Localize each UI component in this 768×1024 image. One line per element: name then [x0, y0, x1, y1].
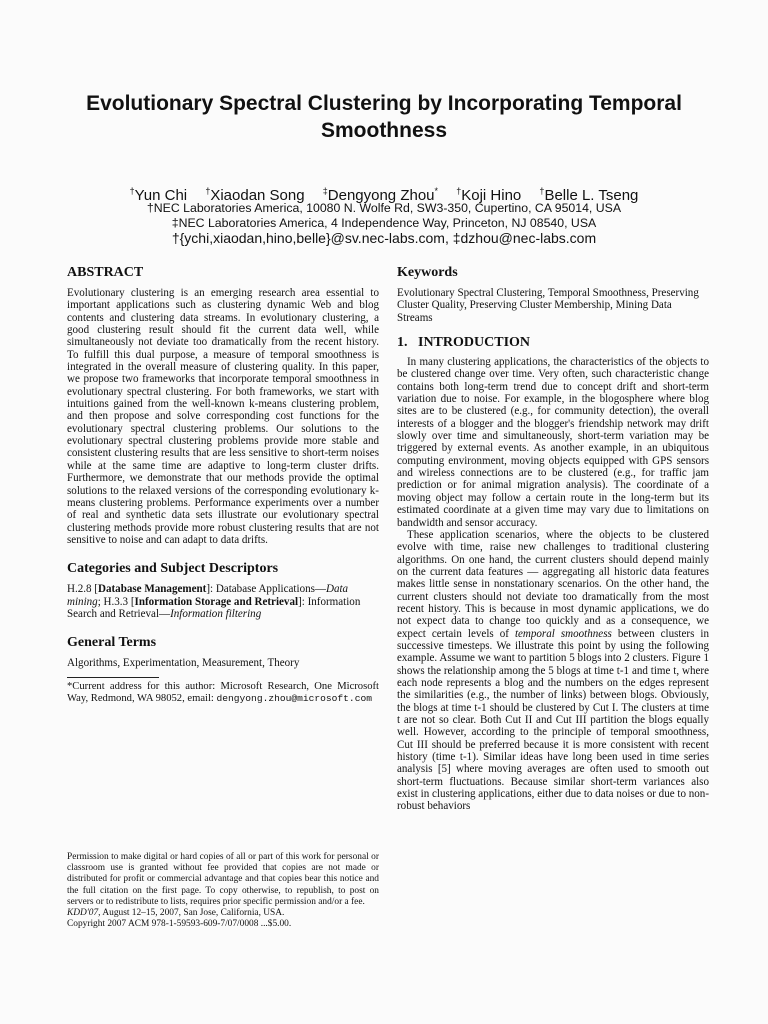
permission-notice	[67, 852, 379, 930]
keywords-heading: Keywords	[397, 265, 458, 280]
abstract-text: Evolutionary clustering is an emerging research area essential to important applications such as clustering dynamic Web and blog contents and clustering data streams. In evolutionary clustering, a good clustering result should fit the current data well, while simultaneously not deviate too dramatically from the recent history. To fulfill this dual purpose, a measure of temporal smoothness is integrated in the overall measure of clustering quality. In this paper, we propose two frameworks that incorporate temporal smoothness in evolutionary spectral clustering. For both frameworks, we start with intuitions gained from the well-known k-means clustering problem, and then propose and solve corresponding cost functions for the evolutionary spectral clustering problems. Our solutions to the evolutionary spectral clustering problems provide more stable and consistent clustering results that are less sensitive to short-term noises while at the same time are adaptive to long-term cluster drifts. Furthermore, we demonstrate that our methods provide the optimal solutions to the relaxed versions of the corresponding evolutionary k-means clustering problems. Performance experiments over a number of real and synthetic data sets illustrate our evolutionary spectral clustering methods provide more robust clustering results that are not sensitive to noise and can adapt to data drifts.	[67, 287, 379, 546]
keywords-text: Evolutionary Spectral Clustering, Temporal Smoothness, Preserving Cluster Quality, Preserving Cluster Membership, Mining Data Streams	[397, 287, 699, 324]
affiliation-line: ‡NEC Laboratories America, 4 Independence Way, Princeton, NJ 08540, USA	[171, 215, 597, 230]
author: †Koji Hino	[456, 186, 522, 204]
copyright-line: Copyright 2007 ACM 978-1-59593-609-7/07/0008 ...$5.00.	[67, 919, 292, 930]
footnote-rule	[67, 677, 159, 678]
author: †Yun Chi	[129, 186, 188, 204]
introduction-section	[397, 334, 709, 813]
abstract-heading: ABSTRACT	[67, 265, 144, 280]
author-footnote: *Current address for this author: Microsoft Research, One Microsoft Way, Redmond, WA 98052, email: dengyong.zhou@microsoft.com	[67, 680, 379, 704]
general-terms-section	[67, 634, 379, 669]
intro-paragraph: These application scenarios, where the objects to be clustered evolve with time, raise new challenges to traditional clustering algorithms. On one hand, the current clusters should depend mainly on the current data features — aggregating all historic data features makes little sense in nonstationary scenarios. On the other hand, the current clusters should not deviate too dramatically from the most recent history. This is because in most dynamic applications, we do not expect data to change too quickly and as a consequence, we expect certain levels of temporal smoothness between clusters in successive timesteps. We illustrate this point by using the following example. Assume we want to partition 5 blogs into 2 clusters. Figure 1 shows the relationship among the 5 blogs at time t-1 and time t, where each node represents a blog and the numbers on the edges represent the similarities (e.g., the number of links) between blogs. Obviously, the blogs at time t-1 should be clustered by Cut I. The clusters at time t are not so clear. Both Cut II and Cut III partition the blogs equally well. However, according to the principle of temporal smoothness, Cut III should be preferred because it is more consistent with recent history (time t-1). Similar ideas have long been used in time series analysis [5] where moving averages are often used to smooth out short-term fluctuations. Because similar short-term variances also exist in clustering applications, either due to data noises or due to non-robust behaviors	[397, 528, 709, 813]
introduction-heading: 1. INTRODUCTION	[397, 335, 531, 351]
venue-line: KDD'07, August 12–15, 2007, San Jose, California, USA.	[67, 908, 285, 919]
categories-section	[67, 560, 379, 620]
author-emails: †{ychi,xiaodan,hino,belle}@sv.nec-labs.com, ‡dzhou@nec-labs.com	[171, 230, 597, 246]
categories-heading: Categories and Subject Descriptors	[67, 561, 279, 577]
affiliation-line: †NEC Laboratories America, 10080 N. Wolfe Rd, SW3-350, Cupertino, CA 95014, USA	[146, 201, 622, 215]
intro-paragraph: In many clustering applications, the characteristics of the objects to be clustered change over time. Very often, such characteristic change contains both long-term trend due to concept drift and short-term variation due to noise. For example, in the blogosphere where blog sites are to be clustered (e.g., for community detection), the overall interests of a blogger and the blogger's friendship network may drift slowly over time and simultaneously, short-term variation may be triggered by external events. As another example, in an ubiquitous computing environment, moving objects equipped with GPS sensors and wireless connections are to be clustered (e.g., for traffic jam prediction or for animal migration analysis). The coordinate of a moving object may follow a certain route in the long-term but its estimated coordinate at a given time may vary due to limitations on bandwidth and sensor accuracy.	[397, 356, 709, 529]
author: †Belle L. Tseng	[539, 186, 639, 204]
author: †Xiaodan Song	[205, 186, 305, 204]
right-column	[397, 264, 709, 813]
keywords-section	[397, 264, 709, 324]
affiliations	[40, 201, 728, 230]
paper-title: Evolutionary Spectral Clustering by Incorporating Temporal Smoothness	[86, 92, 682, 142]
left-column	[67, 264, 379, 705]
permission-text: Permission to make digital or hard copies of all or part of this work for personal or classroom use is granted without fee provided that copies are not made or distributed for profit or commercial advantage and that copies bear this notice and the full citation on the first page. To copy otherwise, to republish, to post on servers or to redistribute to lists, requires prior specific permission and/or a fee.	[67, 852, 379, 907]
abstract-section	[67, 264, 379, 546]
general-terms-text: Algorithms, Experimentation, Measurement, Theory	[67, 657, 300, 670]
general-terms-heading: General Terms	[67, 635, 157, 651]
author: ‡Dengyong Zhou*	[322, 186, 439, 204]
categories-text: H.2.8 [Database Management]: Database Applications—Data mining; H.3.3 [Information Storage and Retrieval]: Information Search and Retrieval—Information filtering	[67, 583, 361, 620]
